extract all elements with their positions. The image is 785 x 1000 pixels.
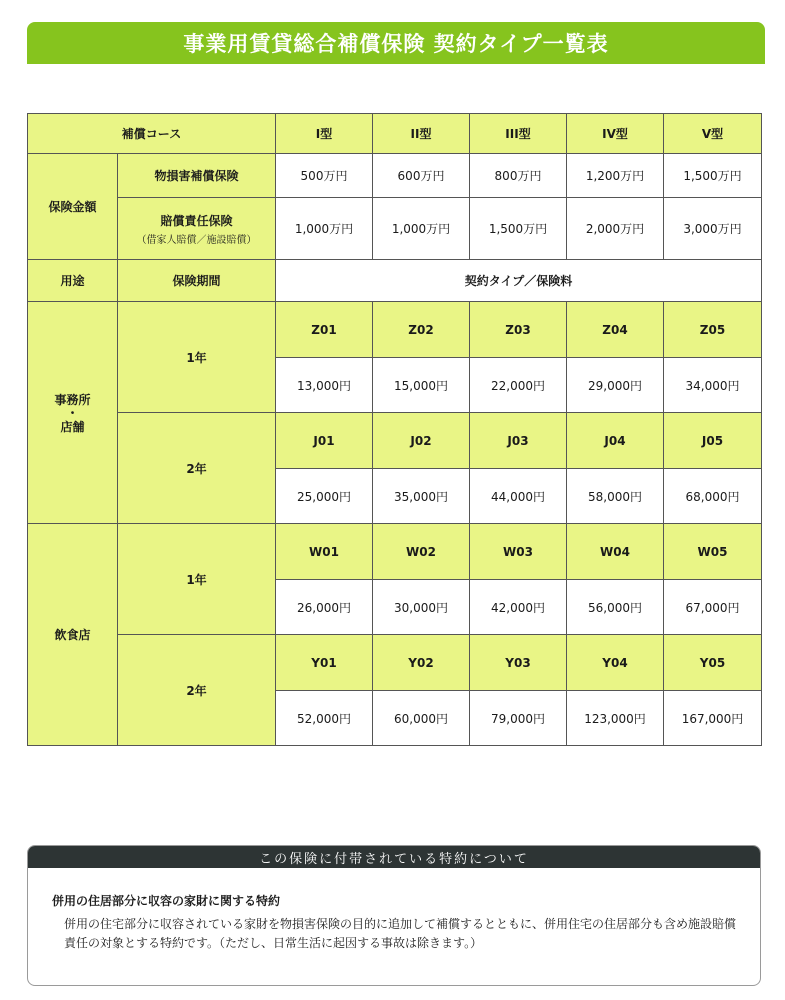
type-code: W04	[567, 524, 664, 580]
liability-amount-2: 1,000万円	[373, 198, 470, 260]
premium-cell: 34,000円	[664, 358, 762, 413]
type-code: Z01	[276, 302, 373, 358]
type-header-1: I型	[276, 114, 373, 154]
property-amount-5: 1,500万円	[664, 154, 762, 198]
premium-cell: 13,000円	[276, 358, 373, 413]
property-label: 物損害補償保険	[118, 154, 276, 198]
liability-amount-3: 1,500万円	[470, 198, 567, 260]
premium-cell: 79,000円	[470, 691, 567, 746]
use-office-separator: ・	[66, 405, 79, 420]
liability-label: 賠償責任保険	[160, 213, 233, 228]
type-code: J01	[276, 413, 373, 469]
type-code: Z03	[470, 302, 567, 358]
premium-cell: 15,000円	[373, 358, 470, 413]
special-clause-header: この保険に付帯されている特約について	[28, 846, 760, 868]
type-code: W03	[470, 524, 567, 580]
premium-cell: 52,000円	[276, 691, 373, 746]
course-header: 補償コース	[28, 114, 276, 154]
type-code: W05	[664, 524, 762, 580]
liability-amount-5: 3,000万円	[664, 198, 762, 260]
special-clause-title: 併用の住居部分に収容の家財に関する特約	[52, 894, 281, 908]
use-office-label: 事務所	[54, 392, 91, 407]
amount-label: 保険金額	[28, 154, 118, 260]
property-amount-3: 800万円	[470, 154, 567, 198]
use-header: 用途	[28, 260, 118, 302]
premium-cell: 56,000円	[567, 580, 664, 635]
type-code: J02	[373, 413, 470, 469]
use-office-store	[28, 302, 118, 524]
premium-cell: 22,000円	[470, 358, 567, 413]
premium-cell: 30,000円	[373, 580, 470, 635]
property-amount-4: 1,200万円	[567, 154, 664, 198]
use-store-label: 店舗	[60, 419, 85, 434]
type-code: W02	[373, 524, 470, 580]
contract-header: 契約タイプ／保険料	[276, 260, 762, 302]
type-code: J03	[470, 413, 567, 469]
premium-cell: 29,000円	[567, 358, 664, 413]
special-clause-body: 併用の住宅部分に収容されている家財を物損害保険の目的に追加して補償するとともに、併用住宅の住居部分も含め施設賠償責任の対象とする特約です。（ただし、日常生活に起因する事故は除きます。）	[64, 917, 737, 950]
premium-cell: 167,000円	[664, 691, 762, 746]
liability-sub-label: （借家人賠償／施設賠償）	[136, 234, 257, 246]
premium-cell: 25,000円	[276, 469, 373, 524]
premium-cell: 68,000円	[664, 469, 762, 524]
premium-cell: 44,000円	[470, 469, 567, 524]
period-cell: 2年	[118, 635, 276, 746]
premium-cell: 67,000円	[664, 580, 762, 635]
special-clause-box	[27, 845, 761, 986]
period-header: 保険期間	[118, 260, 276, 302]
type-code: Z05	[664, 302, 762, 358]
use-restaurant: 飲食店	[28, 524, 118, 746]
property-amount-1: 500万円	[276, 154, 373, 198]
type-code: Z02	[373, 302, 470, 358]
period-cell: 1年	[118, 302, 276, 413]
premium-cell: 42,000円	[470, 580, 567, 635]
premium-cell: 35,000円	[373, 469, 470, 524]
type-code: Y04	[567, 635, 664, 691]
type-header-4: IV型	[567, 114, 664, 154]
type-code: W01	[276, 524, 373, 580]
premium-cell: 26,000円	[276, 580, 373, 635]
type-code: J05	[664, 413, 762, 469]
type-header-2: II型	[373, 114, 470, 154]
property-amount-2: 600万円	[373, 154, 470, 198]
premium-cell: 60,000円	[373, 691, 470, 746]
contract-type-table	[27, 113, 762, 746]
premium-cell: 123,000円	[567, 691, 664, 746]
type-code: J04	[567, 413, 664, 469]
premium-cell: 58,000円	[567, 469, 664, 524]
period-cell: 2年	[118, 413, 276, 524]
page-title: 事業用賃貸総合補償保険 契約タイプ一覧表	[27, 22, 765, 64]
type-code: Z04	[567, 302, 664, 358]
period-cell: 1年	[118, 524, 276, 635]
type-header-3: III型	[470, 114, 567, 154]
type-header-5: V型	[664, 114, 762, 154]
liability-label-cell	[118, 198, 276, 260]
type-code: Y01	[276, 635, 373, 691]
type-code: Y02	[373, 635, 470, 691]
type-code: Y03	[470, 635, 567, 691]
liability-amount-4: 2,000万円	[567, 198, 664, 260]
type-code: Y05	[664, 635, 762, 691]
liability-amount-1: 1,000万円	[276, 198, 373, 260]
